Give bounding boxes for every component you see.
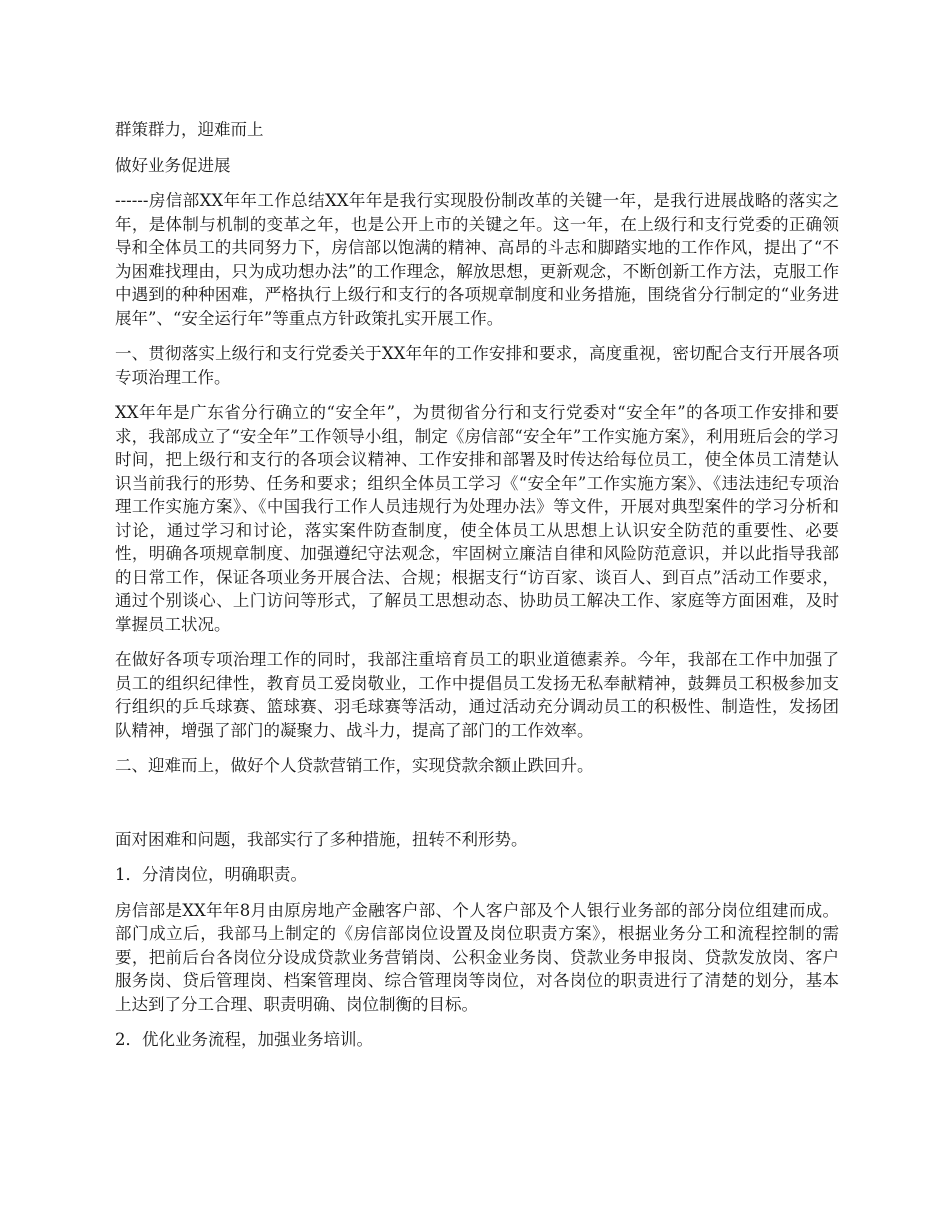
blank-spacer — [115, 790, 839, 828]
subheading-2: 2．优化业务流程，加强业务培训。 — [115, 1030, 373, 1049]
document-page — [115, 118, 839, 1064]
paragraph-measures: 面对困难和问题，我部实行了多种措施，扭转不利形势。 — [115, 829, 528, 849]
document-title: 群策群力，迎难而上 — [115, 120, 264, 139]
paragraph-professional-ethics: 在做好各项专项治理工作的同时，我部注重培育员工的职业道德素养。今年，我部在工作中加强了员工的组织纪律性，教育员工爱岗敬业，工作中提倡员工发扬无私奉献精神，鼓舞员工积极参加支行组织的乒乓球赛、篮球赛、羽毛球赛等活动，通过活动充分调动员工的积极性、制造性，发扬团队精神，增强了部门的凝聚力、战斗力，提高了部门的工作效率。 — [115, 650, 839, 740]
document-subtitle: 做好业务促进展 — [115, 155, 231, 175]
section-heading-2: 二、迎难而上，做好个人贷款营销工作，实现贷款余额止跌回升。 — [115, 756, 594, 775]
paragraph-summary-intro: ------房信部XX年年工作总结XX年年是我行实现股份制改革的关键一年，是我行进展战略的落实之年，是体制与机制的变革之年，也是公开上市的关键之年。这一年，在上级行和支行党委的正确领导和全体员工的共同努力下，房信部以饱满的精神、高昂的斗志和脚踏实地的工作作风，提出了“不为困难找理由，只为成功想办法”的工作理念，解放思想，更新观念，不断创新工作方法，克服工作中遇到的种种困难，严格执行上级行和支行的各项规章制度和业务措施，围绕省分行制定的“业务进展年”、“安全运行年”等重点方针政策扎实开展工作。 — [115, 191, 839, 328]
subheading-1: 1．分清岗位，明确职责。 — [115, 865, 307, 884]
paragraph-department-formation: 房信部是XX年年8月由原房地产金融客户部、个人客户部及个人银行业务部的部分岗位组建而成。部门成立后，我部马上制定的《房信部岗位设置及岗位职责方案》，根据业务分工和流程控制的需要，把前后台各岗位分设成贷款业务营销岗、公积金业务岗、贷款业务申报岗、贷款发放岗、客户服务岗、贷后管理岗、档案管理岗、综合管理岗等岗位，对各岗位的职责进行了清楚的划分，基本上达到了分工合理、职责明确、岗位制衡的目标。 — [115, 900, 839, 1014]
paragraph-safety-year: XX年年是广东省分行确立的“安全年”，为贯彻省分行和支行党委对“安全年”的各项工作安排和要求，我部成立了“安全年”工作领导小组，制定《房信部“安全年”工作实施方案》，利用班后会的学习时间，把上级行和支行的各项会议精神、工作安排和部署及时传达给每位员工，使全体员工清楚认识当前我行的形势、任务和要求；组织全体员工学习《“安全年”工作实施方案》、《违法违纪专项治理工作实施方案》、《中国我行工作人员违规行为处理办法》等文件，开展对典型案件的学习分析和讨论，通过学习和讨论，落实案件防查制度，使全体员工从思想上认识安全防范的重要性、必要性，明确各项规章制度、加强遵纪守法观念，牢固树立廉洁自律和风险防范意识，并以此指导我部的日常工作，保证各项业务开展合法、合规；根据支行“访百家、谈百人、到百点”活动工作要求，通过个别谈心、上门访问等形式，了解员工思想动态、协助员工解决工作、家庭等方面困难，及时掌握员工状况。 — [115, 403, 839, 634]
section-heading-1: 一、贯彻落实上级行和支行党委关于XX年年的工作安排和要求，高度重视，密切配合支行开展各项专项治理工作。 — [115, 344, 839, 387]
